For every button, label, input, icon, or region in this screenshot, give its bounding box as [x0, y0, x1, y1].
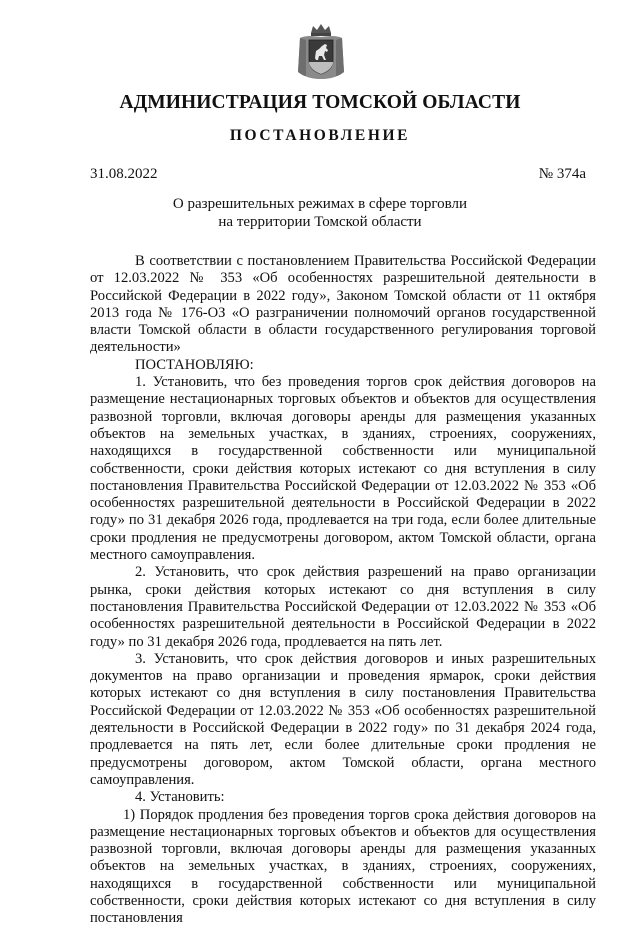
item-4-1-paragraph: 1) Порядок продления без проведения торгов срока действия договоров на размещение нестационарных торговых объектов и объектов для осуществления развозной торговли, включая договоры аренды для размещения указанных объектов на земельных участках, в зданиях, строениях, сооружениях, находящихся в государственной собственности или муниципальной собственности, сроки действия которых истекают со дня вступления в силу постановления [90, 806, 596, 927]
item-2-paragraph: 2. Установить, что срок действия разрешений на право организации рынка, сроки действия которых истекают со дня вступления в силу постановления Правительства Российской Федерации от 12.03.2022 № 353 «Об особенностях разрешительной деятельности в Российской Федерации в 2022 году» по 31 декабря 2026 года, продлевается на пять лет. [90, 564, 596, 650]
document-body [90, 253, 596, 928]
preamble-paragraph: В соответствии с постановлением Правительства Российской Федерации от 12.03.2022 № 353 «Об особенностях разрешительной деятельности в Российской Федерации в 2022 году», Законом Томской области от 11 октября 2013 года № 176-ОЗ «О разграничении полномочий органов государственной власти Томской области в области государственного регулирования торговой деятельности» [90, 253, 596, 356]
organization-title: АДМИНИСТРАЦИЯ ТОМСКОЙ ОБЛАСТИ [119, 92, 521, 113]
subject-line-2: на территории Томской области [218, 214, 422, 230]
subject-line-1: О разрешительных режимах в сфере торговли [172, 196, 468, 212]
item-3-paragraph: 3. Установить, что срок действия договоров и иных разрешительных документов на право организации и проведения ярмарок, сроки действия которых истекают со дня вступления в силу постановления Правительства Российской Федерации от 12.03.2022 № 353 «Об особенностях разрешительной деятельности в Российской Федерации в 2022 году» по 31 декабря 2024 года, продлевается на пять лет, если более длительные сроки продления не предусмотрены договором, актом Томской области, органа местного самоуправления. [90, 650, 596, 788]
coat-of-arms-icon [296, 22, 346, 82]
document-subject [0, 195, 640, 231]
document-number: № 374а [538, 166, 586, 182]
decree-heading: ПОСТАНОВЛЯЮ: [135, 356, 254, 373]
item-1-paragraph: 1. Установить, что без проведения торгов срок действия договоров на размещение нестационарных торговых объектов и объектов для осуществления развозной торговли, включая договоры аренды для размещения указанных объектов на земельных участках, в зданиях, строениях, сооружениях, находящихся в государственной собственности или муниципальной собственности, сроки действия которых истекают со дня вступления в силу постановления Правительства Российской Федерации от 12.03.2022 № 353 «Об особенностях разрешительной деятельности в Российской Федерации в 2022 году» по 31 декабря 2026 года, продлевается на три года, если более длительные сроки продления не предусмотрены договором, актом Томской области, органа местного самоуправления. [90, 374, 596, 564]
item-4-heading: 4. Установить: [135, 789, 225, 806]
document-type: ПОСТАНОВЛЕНИЕ [229, 127, 411, 144]
document-date: 31.08.2022 [90, 166, 158, 182]
